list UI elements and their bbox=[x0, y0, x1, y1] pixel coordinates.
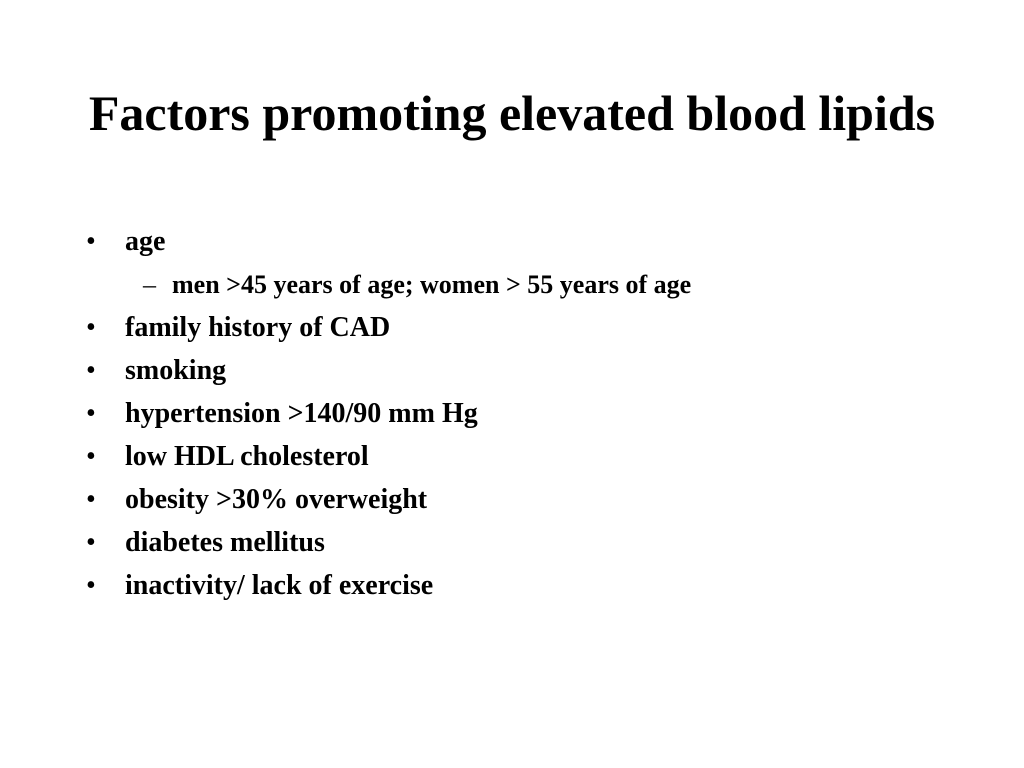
list-item bbox=[0, 441, 1024, 484]
list-item-text: smoking bbox=[125, 355, 227, 386]
slide-title: Factors promoting elevated blood lipids bbox=[88, 85, 936, 141]
sub-list-item bbox=[0, 269, 1024, 312]
bullet-icon: • bbox=[86, 441, 96, 472]
list-item bbox=[0, 312, 1024, 355]
list-item-text: inactivity/ lack of exercise bbox=[125, 570, 434, 601]
list-item bbox=[0, 484, 1024, 527]
dash-icon: – bbox=[143, 270, 156, 299]
list-item bbox=[0, 570, 1024, 613]
list-item bbox=[0, 527, 1024, 570]
list-item bbox=[0, 226, 1024, 269]
bullet-icon: • bbox=[86, 226, 96, 257]
bullet-icon: • bbox=[86, 398, 96, 429]
bullet-list bbox=[0, 226, 1024, 613]
list-item-text: obesity >30% overweight bbox=[125, 484, 428, 515]
bullet-icon: • bbox=[86, 570, 96, 601]
bullet-icon: • bbox=[86, 484, 96, 515]
bullet-icon: • bbox=[86, 355, 96, 386]
list-item-text: diabetes mellitus bbox=[125, 527, 325, 558]
list-item bbox=[0, 355, 1024, 398]
list-item-text: low HDL cholesterol bbox=[125, 441, 369, 472]
list-item-text: family history of CAD bbox=[125, 312, 391, 343]
list-item-text: age bbox=[125, 226, 166, 257]
sub-list-item-text: men >45 years of age; women > 55 years of age bbox=[172, 270, 692, 299]
bullet-icon: • bbox=[86, 527, 96, 558]
bullet-icon: • bbox=[86, 312, 96, 343]
list-item bbox=[0, 398, 1024, 441]
list-item-text: hypertension >140/90 mm Hg bbox=[125, 398, 478, 429]
